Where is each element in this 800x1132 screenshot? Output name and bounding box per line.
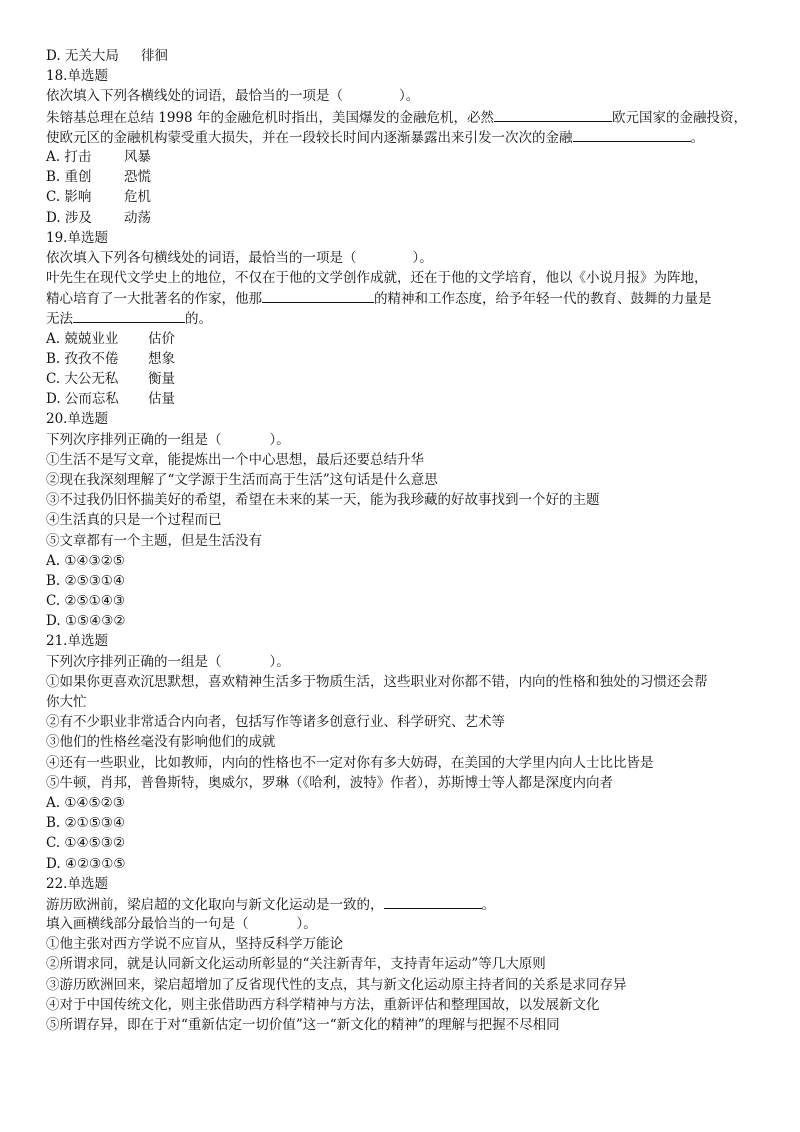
passage-line <box>46 308 756 328</box>
stem-text-end: ）。 <box>399 88 420 105</box>
passage-text: 无法 <box>46 311 73 328</box>
option-item <box>46 369 756 389</box>
passage-line <box>46 107 756 127</box>
passage-text: 。 <box>690 129 704 146</box>
answer-blank <box>262 288 374 303</box>
question-stem <box>46 914 756 934</box>
passage-line: 叶先生在现代文学史上的地位，不仅在于他的文学创作成就，还在于他的文学培育，他以《小说月报》为阵地， <box>46 270 708 287</box>
passage-text: 使欧元区的金融机构蒙受重大损失，并在一段较长时间内逐渐暴露出来引发一次次的金融 <box>46 129 573 146</box>
sentence-item: ④生活真的只是一个过程而已 <box>46 512 222 529</box>
option-label: A. 兢兢业业 <box>46 330 119 347</box>
option-word: 估量 <box>148 391 175 408</box>
option-word: 危机 <box>124 189 151 206</box>
question-header: 22.单选题 <box>46 875 108 892</box>
option-item: B. ②①⑤③④ <box>46 815 126 832</box>
question-stem <box>46 430 756 450</box>
option-label: D. 公而忘私 <box>46 391 119 408</box>
option-item <box>46 46 756 66</box>
passage-text: 精心培育了一大批著名的作家，他那 <box>46 291 262 308</box>
stem-text-end: ）。 <box>269 653 290 670</box>
option-word: 估价 <box>148 330 175 347</box>
passage-text: 朱镕基总理在总结 1998 年的金融危机时指出，美国爆发的金融危机，必然 <box>46 109 494 126</box>
stem-text-end: ）。 <box>412 249 433 266</box>
option-item <box>46 147 756 167</box>
sentence-item-continued: 你大忙 <box>46 694 87 710</box>
stem-text: 依次填入下列各横线处的词语，最恰当的一项是（ <box>46 88 343 105</box>
option-label: B. 重创 <box>46 169 92 186</box>
option-item: D. ①⑤④③② <box>46 613 126 630</box>
option-label: B. 孜孜不倦 <box>46 350 119 367</box>
stem-text-end: ）。 <box>269 431 290 448</box>
option-label: C. 影响 <box>46 189 92 206</box>
option-item: A. ①④③②⑤ <box>46 552 125 569</box>
question-stem <box>46 86 756 106</box>
option-item <box>46 167 756 187</box>
question-header: 18.单选题 <box>46 68 108 85</box>
passage-text: 欧元国家的金融投资， <box>611 109 747 126</box>
option-word: 想象 <box>148 350 175 367</box>
option-word: 风暴 <box>124 148 151 165</box>
answer-blank <box>573 127 691 142</box>
question-header: 21.单选题 <box>46 633 108 650</box>
option-item: C. ①④⑤③② <box>46 835 125 852</box>
option-item: B. ②⑤③①④ <box>46 572 126 589</box>
passage-text: 。 <box>481 896 495 913</box>
sentence-item: ①如果你更喜欢沉思默想，喜欢精神生活多于物质生活，这些职业对你都不错，内向的性格和独处的习惯还会帮 <box>46 673 708 690</box>
question-stem <box>46 652 756 672</box>
option-label: D. 涉及 <box>46 209 92 226</box>
option-label: D. 无关大局 <box>46 48 119 64</box>
sentence-item: ③不过我仍旧怀揣美好的希望，希望在未来的某一天，能为我珍藏的好故事找到一个好的主题 <box>46 492 600 509</box>
stem-text: 填入画横线部分最恰当的一句是（ <box>46 916 249 933</box>
sentence-item: ④还有一些职业，比如教师，内向的性格也不一定对你有多大妨碍，在美国的大学里内向人士比比皆是 <box>46 754 654 771</box>
sentence-item: ⑤文章都有一个主题，但是生活没有 <box>46 532 262 549</box>
passage-line <box>46 894 756 914</box>
stem-text: 下列次序排列正确的一组是（ <box>46 431 222 448</box>
option-item <box>46 349 756 369</box>
passage-line <box>46 288 756 308</box>
passage-text: 游历欧洲前，梁启超的文化取向与新文化运动是一致的， <box>46 896 384 913</box>
option-item <box>46 187 756 207</box>
answer-blank <box>494 107 612 122</box>
option-word: 徘徊 <box>140 48 168 64</box>
question-header: 19.单选题 <box>46 229 108 246</box>
stem-text-end: ）。 <box>296 916 317 933</box>
sentence-item: ①生活不是写文章，能提炼出一个中心思想，最后还要总结升华 <box>46 451 424 468</box>
sentence-item: ⑤牛顿，肖邦，普鲁斯特，奥威尔，罗琳（《哈利，波特》作者），苏斯博士等人都是深度内向者 <box>46 774 613 791</box>
option-word: 衡量 <box>148 371 175 387</box>
option-label: C. 大公无私 <box>46 371 119 387</box>
exam-page <box>46 46 756 1035</box>
option-word: 动荡 <box>124 209 151 226</box>
option-item: A. ①④⑤②③ <box>46 794 125 811</box>
passage-line <box>46 127 756 147</box>
sentence-item: ②现在我深刻理解了“文学源于生活而高于生活”这句话是什么意思 <box>46 471 438 488</box>
sentence-item: ②所谓求同，就是认同新文化运动所彰显的“关注新青年，支持青年运动”等几大原则 <box>46 956 546 973</box>
option-item: C. ②⑤①④③ <box>46 593 125 610</box>
sentence-item: ④对于中国传统文化，则主张借助西方科学精神与方法，重新评估和整理国故，以发展新文化 <box>46 996 600 1013</box>
option-item <box>46 389 756 409</box>
option-item <box>46 208 756 228</box>
question-stem <box>46 248 756 268</box>
answer-blank <box>73 308 185 323</box>
passage-text: 的精神和工作态度，给予年轻一代的教育、鼓舞的力量是 <box>374 291 712 308</box>
sentence-item: ②有不少职业非常适合内向者，包括写作等诸多创意行业、科学研究、艺术等 <box>46 714 505 731</box>
sentence-item: ①他主张对西方学说不应盲从，坚持反科学万能论 <box>46 936 343 953</box>
question-header: 20.单选题 <box>46 411 108 428</box>
stem-text: 依次填入下列各句横线处的词语，最恰当的一项是（ <box>46 249 357 266</box>
option-label: A. 打击 <box>46 148 92 165</box>
option-item <box>46 329 756 349</box>
passage-text: 的。 <box>185 311 212 328</box>
sentence-item: ③游历欧洲回来，梁启超增加了反省现代性的支点，其与新文化运动原主持者间的关系是求同存异 <box>46 976 627 993</box>
option-word: 恐慌 <box>124 169 151 186</box>
sentence-item: ③他们的性格丝毫没有影响他们的成就 <box>46 734 276 751</box>
stem-text: 下列次序排列正确的一组是（ <box>46 653 222 670</box>
answer-blank <box>384 894 482 909</box>
option-item: D. ④②③①⑤ <box>46 855 126 872</box>
sentence-item: ⑤所谓存异，即在于对“重新估定一切价值”这一“新文化的精神”的理解与把握不尽相同 <box>46 1017 560 1033</box>
